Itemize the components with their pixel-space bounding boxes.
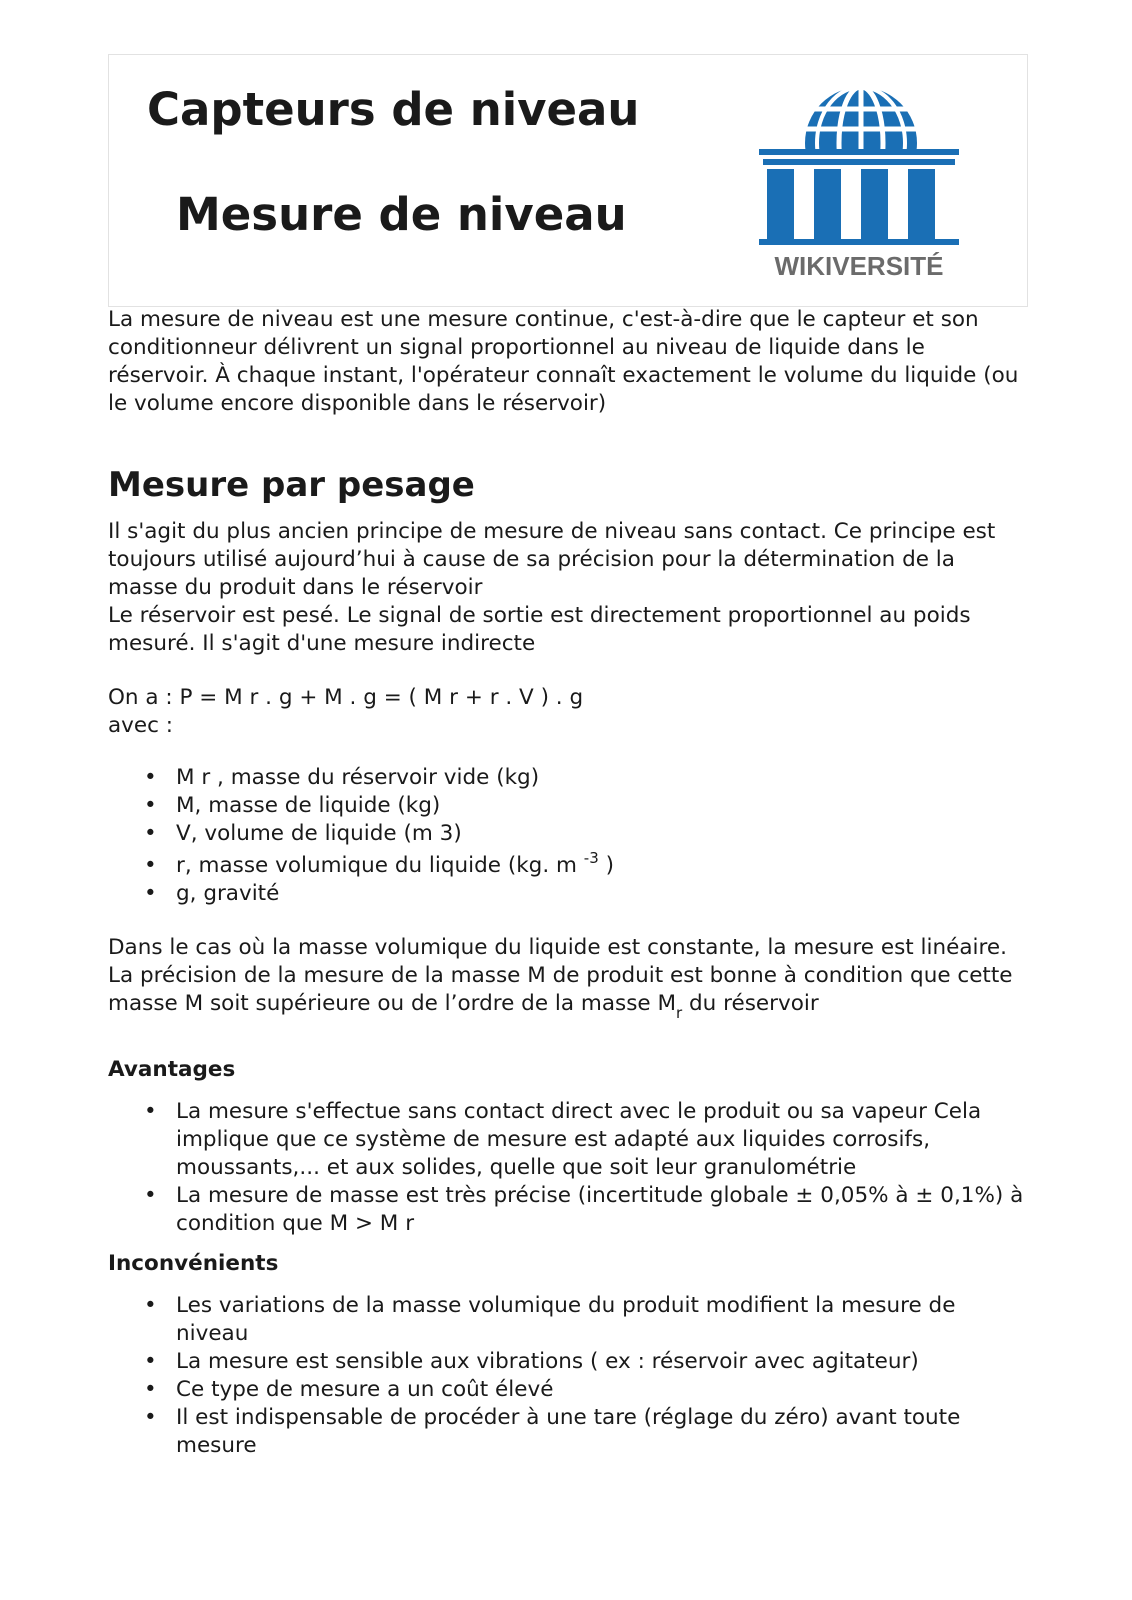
list-item: • Les variations de la masse volumique du produit modifient la mesure de niveau (176, 1292, 1028, 1348)
list-item: • g, gravité (176, 880, 1028, 908)
exponent: -3 (583, 849, 599, 867)
advantages-list (108, 1098, 1028, 1238)
list-item: • La mesure de masse est très précise (incertitude globale ± 0,05% à ± 0,1%) à condition que M > M r (176, 1182, 1028, 1238)
list-item: • La mesure est sensible aux vibrations ( ex : réservoir avec agitateur) (176, 1348, 1028, 1376)
formula: On a : P = M r . g + M . g = ( M r + r . V ) . g (108, 685, 584, 710)
list-item-text: r, masse volumique du liquide (kg. m (176, 853, 577, 878)
list-item: • Ce type de mesure a un coût élevé (176, 1376, 1028, 1404)
page-subtitle: Mesure de niveau (176, 188, 627, 241)
main-content (108, 306, 1028, 1460)
logo-wordmark: WIKIVERSITÉ (774, 251, 944, 281)
list-item: • M, masse de liquide (kg) (176, 792, 1028, 820)
page-title: Capteurs de niveau (147, 83, 640, 136)
disadvantages-title: Inconvénients (108, 1251, 279, 1276)
list-item: • La mesure s'effectue sans contact direct avec le produit ou sa vapeur Cela implique que ce système de mesure est adapté aux liquides corrosifs, moussants,... et aux solides, quelle que soit leur granulométrie (176, 1098, 1028, 1182)
variables-list (108, 764, 1028, 908)
advantages-title: Avantages (108, 1057, 236, 1082)
intro-paragraph: La mesure de niveau est une mesure continue, c'est-à-dire que le capteur et son conditionneur délivrent un signal proportionnel au niveau de liquide dans le réservoir. À chaque instant, l'opérateur connaît exactement le volume du liquide (ou le volume encore disponible dans le réservoir) (108, 307, 1019, 416)
list-item: • V, volume de liquide (m 3) (176, 820, 1028, 848)
section-title: Mesure par pesage (108, 465, 475, 505)
header-box (108, 54, 1028, 307)
paragraph-linear-text: Dans le cas où la masse volumique du liquide est constante, la mesure est linéaire. La précision de la mesure de la masse M de produit est bonne à condition que cette masse M soit supérieure ou de l’ordre de la masse M (108, 935, 1013, 1016)
list-item: • M r , masse du réservoir vide (kg) (176, 764, 1028, 792)
paragraph-linear (108, 934, 1028, 1022)
list-item (176, 849, 1028, 880)
list-item-close: ) (598, 853, 614, 878)
paragraph-linear-end: du réservoir (682, 991, 819, 1016)
subscript-r: r (676, 1004, 683, 1022)
formula-avec: avec : (108, 713, 174, 738)
list-item: • Il est indispensable de procéder à une tare (réglage du zéro) avant toute mesure (176, 1404, 1028, 1460)
paragraph-principle: Il s'agit du plus ancien principe de mesure de niveau sans contact. Ce principe est toujours utilisé aujourd’hui à cause de sa précision pour la détermination de la masse du produit dans le réservoir (108, 519, 996, 600)
paragraph-weighing: Le réservoir est pesé. Le signal de sortie est directement proportionnel au poids mesuré. Il s'agit d'une mesure indirecte (108, 603, 971, 656)
wikiversity-logo (757, 85, 967, 285)
disadvantages-list (108, 1292, 1028, 1460)
